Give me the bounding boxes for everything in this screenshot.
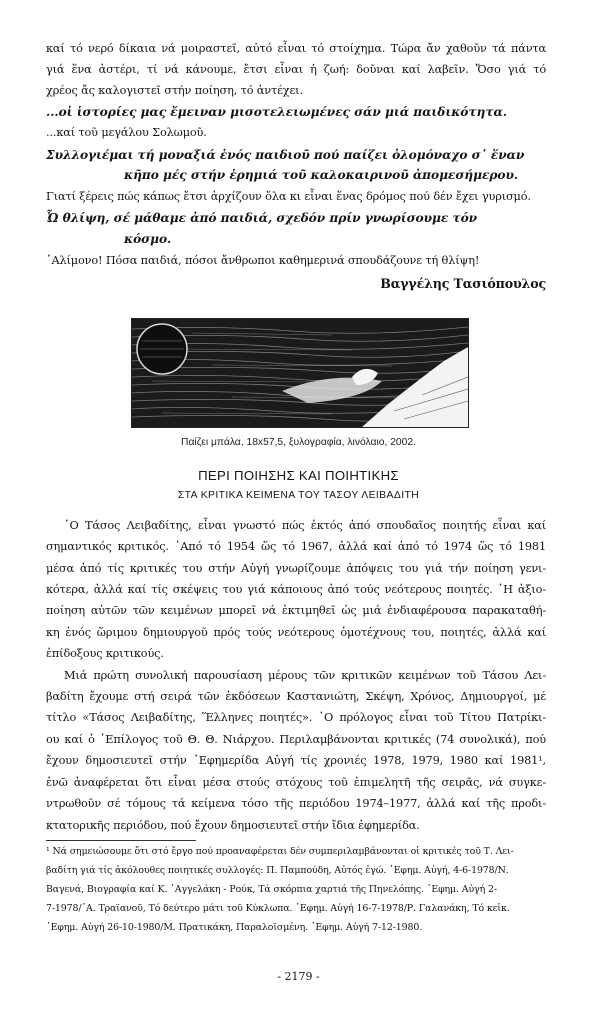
paragraph-line: ἐνῶ ἀναφέρεται ὅτι εἶναι μέσα στούς στόχους τοῦ ἐπιμελητῆ τῆς σειρᾶς, νά συγκε- xyxy=(46,776,546,789)
poem-line: Γιατί ξέρεις πώς κάπως ἔτσι ἀρχίζουν ὅλα κι εἶναι ἕνας δρόμος πού δέν ἔχει γυρισμό. xyxy=(46,190,531,203)
paragraph-line: Μιά πρώτη συνολική παρουσίαση μέρους τῶν κριτικῶν κειμένων τοῦ Τάσου Λει- xyxy=(64,669,546,682)
poem-line: ᾿Αλίμονο! Πόσα παιδιά, πόσοι ἄνθρωποι καθημερινά σπουδάζουνε τή θλίψη! xyxy=(46,254,480,267)
poem-line-emphasis: Ὦ θλίψη, σέ μάθαμε ἀπό παιδιά, σχεδόν πρίν γνωρίσουμε τόν xyxy=(46,211,478,225)
poem-line-emphasis: Συλλογιέμαι τή μοναξιά ἑνός παιδιοῦ πού παίζει ὁλομόναχο σ᾿ ἕναν xyxy=(46,148,525,162)
footnote-separator xyxy=(46,840,196,841)
article-subtitle: ΣΤΑ ΚΡΙΤΙΚΑ ΚΕΙΜΕΝΑ ΤΟΥ ΤΑΣΟΥ ΛΕΙΒΑΔΙΤΗ xyxy=(177,490,420,501)
footnote-line: ¹ Νά σημειώσουμε ὅτι στό ἔργο πού προαναφέρεται δέν συμπεριλαμβάνονται οἱ κριτικές τοῦ Τ. Λει- xyxy=(46,846,514,857)
footnote-line: 7-1978/᾿Α. Τραϊανοῦ, Τό δεύτερο μάτι τοῦ Κύκλωπα. ᾿Εφημ. Αὐγή 16-7-1978/Ρ. Γαλανάκη, Τό κεἰκ. xyxy=(46,903,510,914)
paragraph-line: σημαντικός κριτικός. ᾿Από τό 1954 ὥς τό 1967, ἀλλά καί ἀπό τό 1974 ὥς τό 1981 xyxy=(46,540,546,553)
article-title: ΠΕΡΙ ΠΟΙΗΣΗΣ ΚΑΙ ΠΟΙΗΤΙΚΗΣ xyxy=(198,468,399,483)
paragraph-line: βαδίτη ἔχουμε στή σειρά τῶν ἐκδόσεων Καστανιώτη, Σκέψη, Χρόνος, Δημιουργοί, μέ xyxy=(46,690,546,703)
paragraph-line: ῾Ο Τάσος Λειβαδίτης, εἶναι γνωστό πώς ἐκτός ἀπό σπουδαῖος ποιητής εἶναι καί xyxy=(64,519,546,532)
footnote-line: ᾿Εφημ. Αὐγή 26-10-1980/Μ. Πρατικάκη, Παραλοϊσμένη. ᾿Εφημ. Αὐγή 7-12-1980. xyxy=(46,922,423,933)
poem-line: χρέος ἄς καλογιστεῖ στήν ποίηση, τό ἀντέχει. xyxy=(46,84,303,97)
poem-line-emphasis: κόσμο. xyxy=(124,232,172,246)
paragraph-line: μέσα ἀπό τίς κριτικές του στήν Αὐγή γνωρίζουμε ἀπόψεις του γιά τήν ποίηση γενι- xyxy=(46,562,546,575)
poem-line-emphasis: κῆπο μές στήν ἐρημιά τοῦ καλοκαιρινοῦ ἀπομεσήμερου. xyxy=(124,168,519,182)
paragraph-line: κτατορικῆς περιόδου, πού ἔχουν δημοσιευτεῖ στήν ἴδια ἐφημερίδα. xyxy=(46,819,420,832)
woodcut-illustration xyxy=(131,318,469,428)
paragraph-line: κότερα, ἀλλά καί τίς σκέψεις του γιά κάποιους ἀπό τούς νεότερους ποιητές. ῾Η ἀξιο- xyxy=(46,583,546,596)
paragraph-line: κη ἑνός ὥριμου δημιουργοῦ πρός τούς νεότερους ὁμοτέχνους του, ποιητές, ἀλλά καί xyxy=(46,626,546,639)
footnote-line: βαδίτη γιά τίς ἀκόλουθες ποιητικές συλλογές: Π. Παμπούδη, Αὐτός ἐγώ. ᾿Εφημ. Αὐγή, 4-6-1978/Ν. xyxy=(46,865,509,876)
poem-line-emphasis: ...οἱ ἱστορίες μας ἔμειναν μισοτελειωμένες σάν μιά παιδικότητα. xyxy=(46,105,507,119)
poem-line: γιά ἕνα ἀστέρι, τί νά κάνουμε, ἔτσι εἶναι ἡ ζωή: δοῦναι καί λαβεῖν. Ὅσο γιά τό xyxy=(46,63,546,76)
poem-author: Βαγγέλης Τασιόπουλος xyxy=(380,276,546,291)
paragraph-line: τίτλο «Τάσος Λειβαδίτης, Ἕλληνες ποιητές». ῾Ο πρόλογος εἶναι τοῦ Τίτου Πατρίκι- xyxy=(46,711,546,724)
illustration-caption: Παίζει μπάλα, 18x57,5, ξυλογραφία, λινόλαιο, 2002. xyxy=(181,437,416,448)
poem-line: ...καί τοῦ μεγάλου Σολωμοῦ. xyxy=(46,126,207,139)
paragraph-line: ντρωθοῦν σέ τόμους τά κείμενα τόσο τῆς περιόδου 1974–1977, ἀλλά καί τῆς προδι- xyxy=(46,797,546,810)
paragraph-line: ποίηση αὐτῶν τῶν κειμένων μπορεῖ νά ἐκτιμηθεῖ ὡς μιά ἐνδιαφέρουσα παρακαταθή- xyxy=(46,604,546,617)
paragraph-line: ἔχουν δημοσιευτεῖ στήν ᾿Εφημερίδα Αὐγή τίς χρονιές 1978, 1979, 1980 καί 1981¹, xyxy=(46,754,546,767)
paragraph-line: ἐπίδοξους κριτικούς. xyxy=(46,647,164,660)
paragraph-line: ου καί ὁ ᾿Επίλογος τοῦ Θ. Θ. Νιάρχου. Περιλαμβάνονται κριτικές (74 συνολικά), πού xyxy=(46,733,546,746)
footnote-line: Βαγενά, Βιογραφία καί Κ. ᾿Αγγελάκη - Ρούκ, Τά σκόρπια χαρτιά τῆς Πηνελόπης. ᾿Εφημ. Αὐγή 2- xyxy=(46,884,497,895)
poem-line: καί τό νερό δίκαια νά μοιραστεῖ, αὐτό εἶναι τό στοίχημα. Τώρα ἄν χαθοῦν τά πάντα xyxy=(46,42,546,55)
page-number: - 2179 - xyxy=(277,970,320,983)
